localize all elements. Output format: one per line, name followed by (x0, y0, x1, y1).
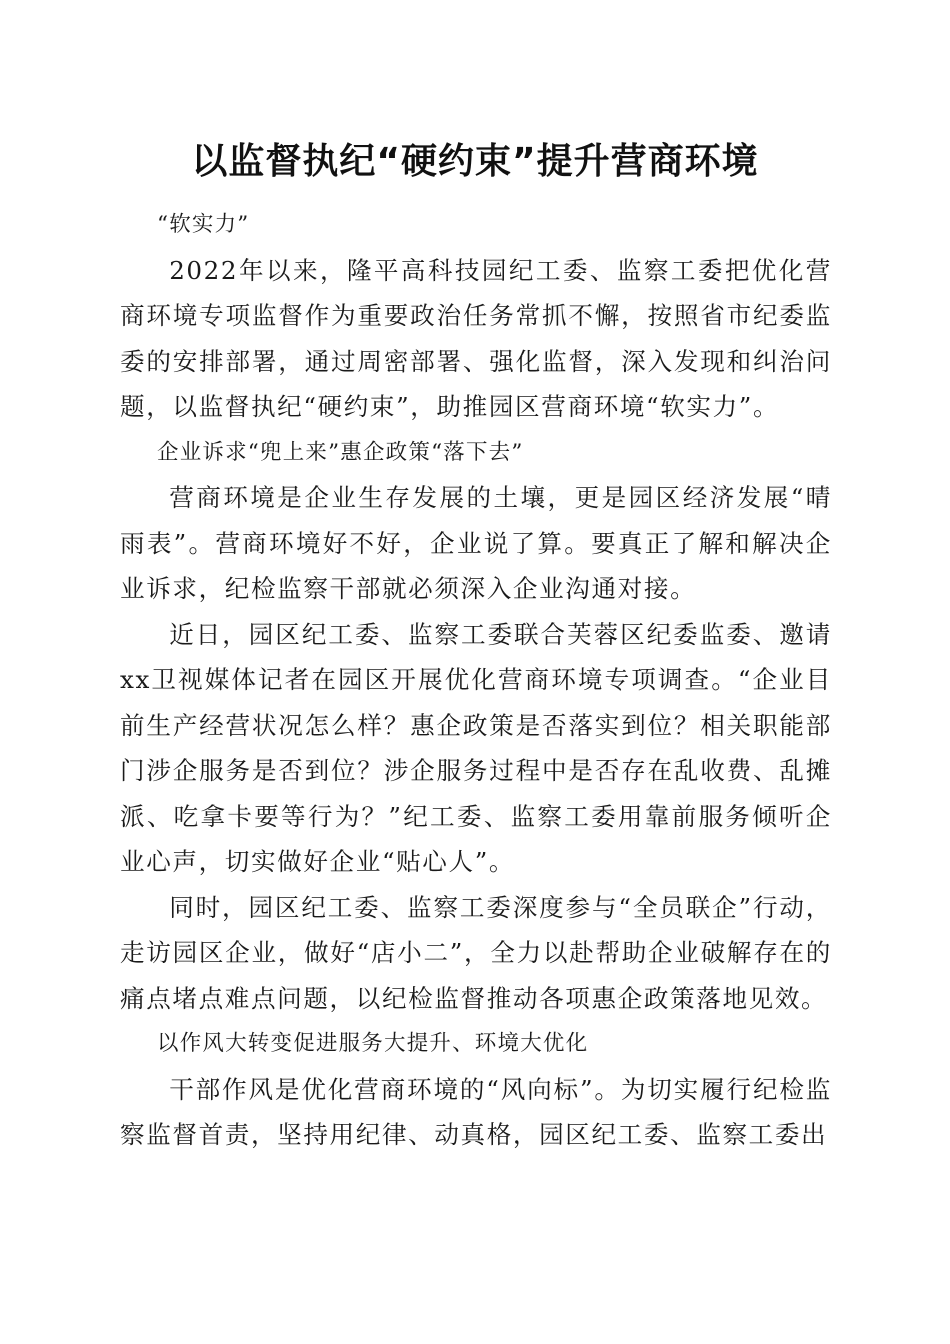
body-paragraph: 干部作风是优化营商环境的“风向标”。为切实履行纪检监察监督首责，坚持用纪律、动真格，园区纪工委、监察工委出 (120, 1074, 832, 1149)
section-heading: “软实力” (157, 212, 250, 237)
body-paragraph: 近日，园区纪工委、监察工委联合芙蓉区纪委监委、邀请xx卫视媒体记者在园区开展优化营商环境专项调查。“企业目前生产经营状况怎么样？惠企政策是否落实到位？相关职能部门涉企服务是否到位？涉企服务过程中是否存在乱收费、乱摊派、吃拿卡要等行为？”纪工委、监察工委用靠前服务倾听企业心声，切实做好企业“贴心人”。 (120, 619, 832, 876)
section-heading: 以作风大转变促进服务大提升、环境大优化 (157, 1031, 589, 1056)
body-paragraph: 2022年以来，隆平高科技园纪工委、监察工委把优化营商环境专项监督作为重要政治任务常抓不懈，按照省市纪委监委的安排部署，通过周密部署、强化监督，深入发现和纠治问题，以监督执纪“硬约束”，助推园区营商环境“软实力”。 (120, 255, 832, 421)
body-paragraph: 同时，园区纪工委、监察工委深度参与“全员联企”行动，走访园区企业，做好“店小二”，全力以赴帮助企业破解存在的痛点堵点难点问题，以纪检监督推动各项惠企政策落地见效。 (120, 892, 832, 1013)
body-paragraph: 营商环境是企业生存发展的土壤，更是园区经济发展“晴雨表”。营商环境好不好，企业说了算。要真正了解和解决企业诉求，纪检监察干部就必须深入企业沟通对接。 (120, 483, 832, 603)
section-heading: 企业诉求“兜上来”惠企政策“落下去” (157, 439, 524, 465)
document-body (120, 202, 832, 1158)
document-title: 以监督执纪“硬约束”提升营商环境 (191, 141, 759, 182)
